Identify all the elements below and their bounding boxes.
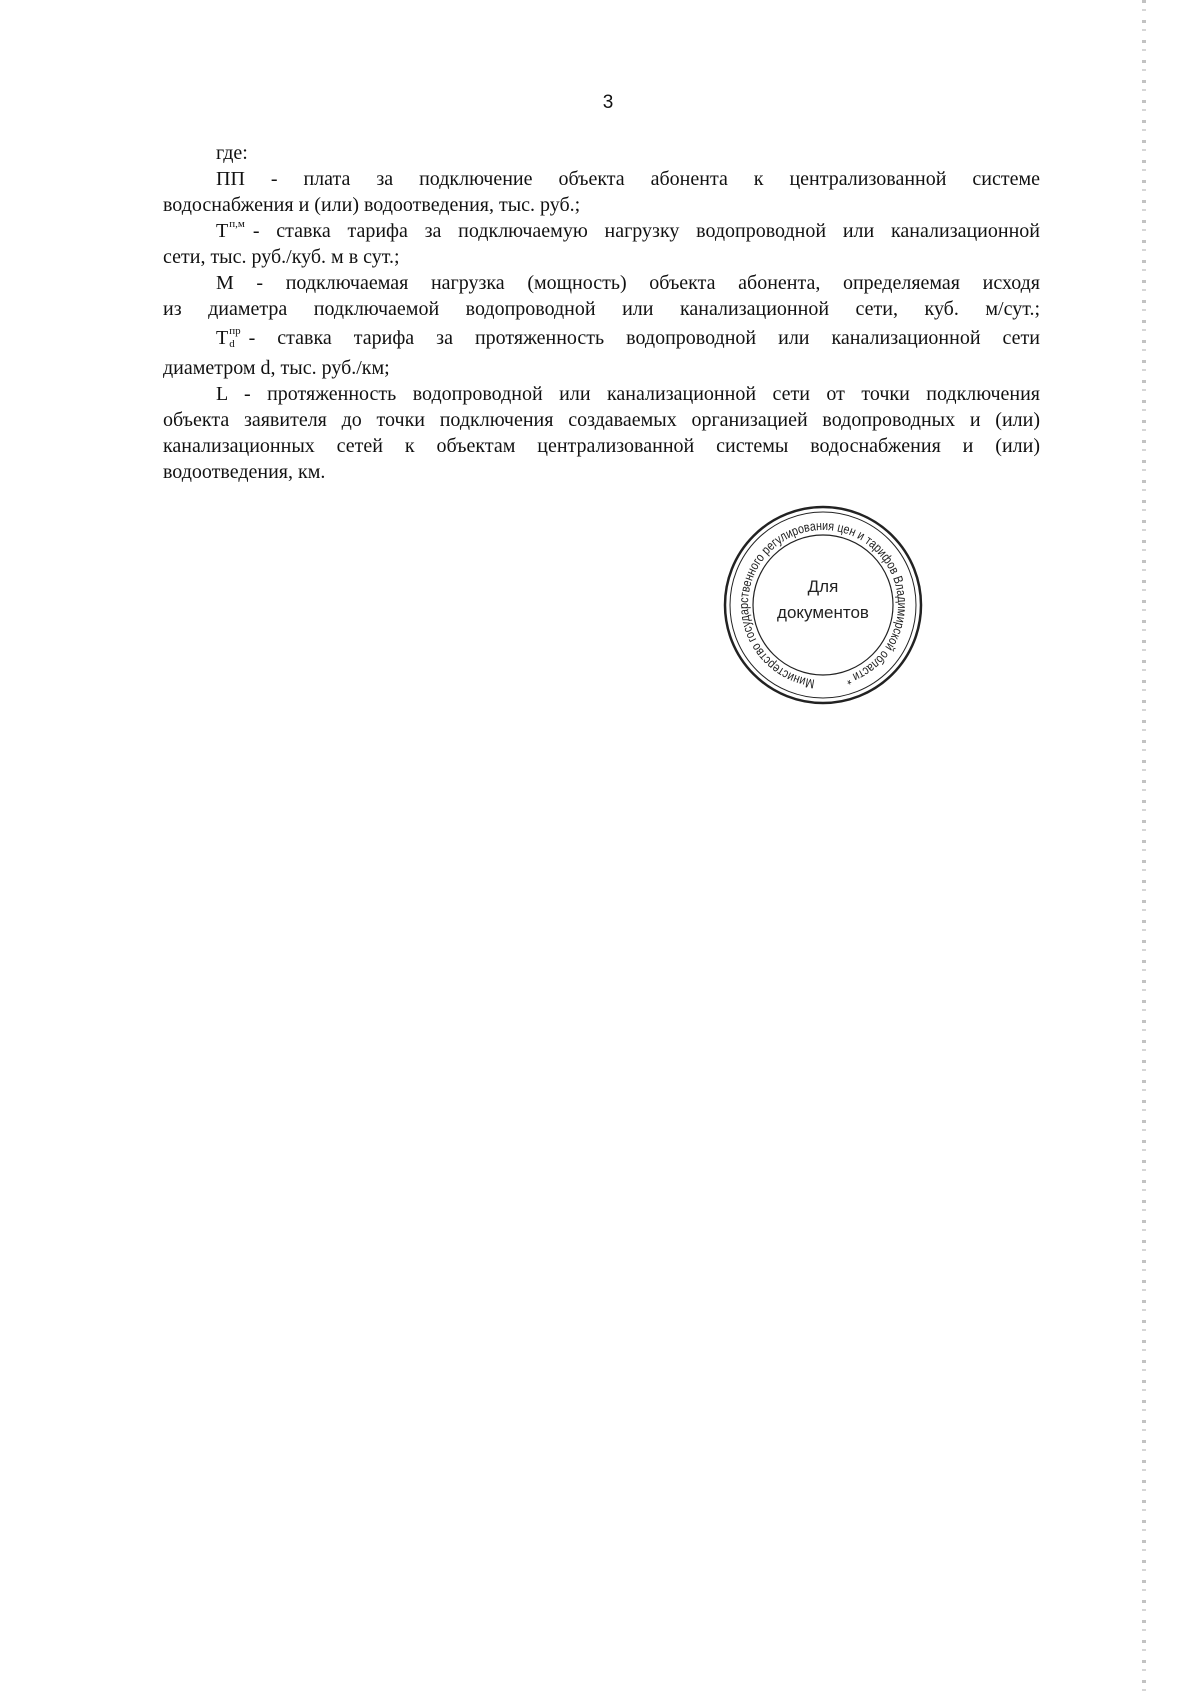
stamp-ring-text: Министерство государственного регулирования цен и тарифов Владимирской области * (735, 517, 911, 692)
definition-td-line-1: Т пр d - ставка тарифа за протяженность водопроводной или канализационной сети (216, 325, 1040, 350)
definition-pp-line-2: водоснабжения и (или) водоотведения, тыс. руб.; (163, 194, 581, 216)
symbol-tdpr: Т пр d (216, 325, 241, 350)
definition-l-line-2: объекта заявителя до точки подключения создаваемых организацией водопроводных и (или) (163, 409, 1040, 431)
definition-l-line-1: L - протяженность водопроводной или канализационной сети от точки подключения (216, 383, 1040, 405)
intro-text: где: (216, 142, 248, 164)
stamp-center-line-2: документов (777, 603, 869, 622)
definition-m-line-1: М - подключаемая нагрузка (мощность) объекта абонента, определяемая исходя (216, 272, 1040, 294)
definition-pp-line-1: ПП - плата за подключение объекта абонента к централизованной системе (216, 168, 1040, 190)
page-number: 3 (602, 92, 614, 113)
definition-l-line-3: канализационных сетей к объектам централизованной системы водоснабжения и (или) (163, 435, 1040, 457)
symbol-tpm: Т п,м (216, 218, 245, 242)
official-stamp (718, 500, 928, 710)
definition-tpm-line-1: Т п,м - ставка тарифа за подключаемую нагрузку водопроводной или канализационной (216, 218, 1040, 242)
definition-tpm-line-2: сети, тыс. руб./куб. м в сут.; (163, 246, 400, 268)
definition-td-line-2: диаметром d, тыс. руб./км; (163, 357, 390, 379)
scan-edge-artifact (1142, 0, 1146, 1697)
definition-l-line-4: водоотведения, км. (163, 461, 326, 483)
stamp-center-line-1: Для (807, 577, 839, 596)
definition-m-line-2: из диаметра подключаемой водопроводной или канализационной сети, куб. м/сут.; (163, 298, 1040, 320)
